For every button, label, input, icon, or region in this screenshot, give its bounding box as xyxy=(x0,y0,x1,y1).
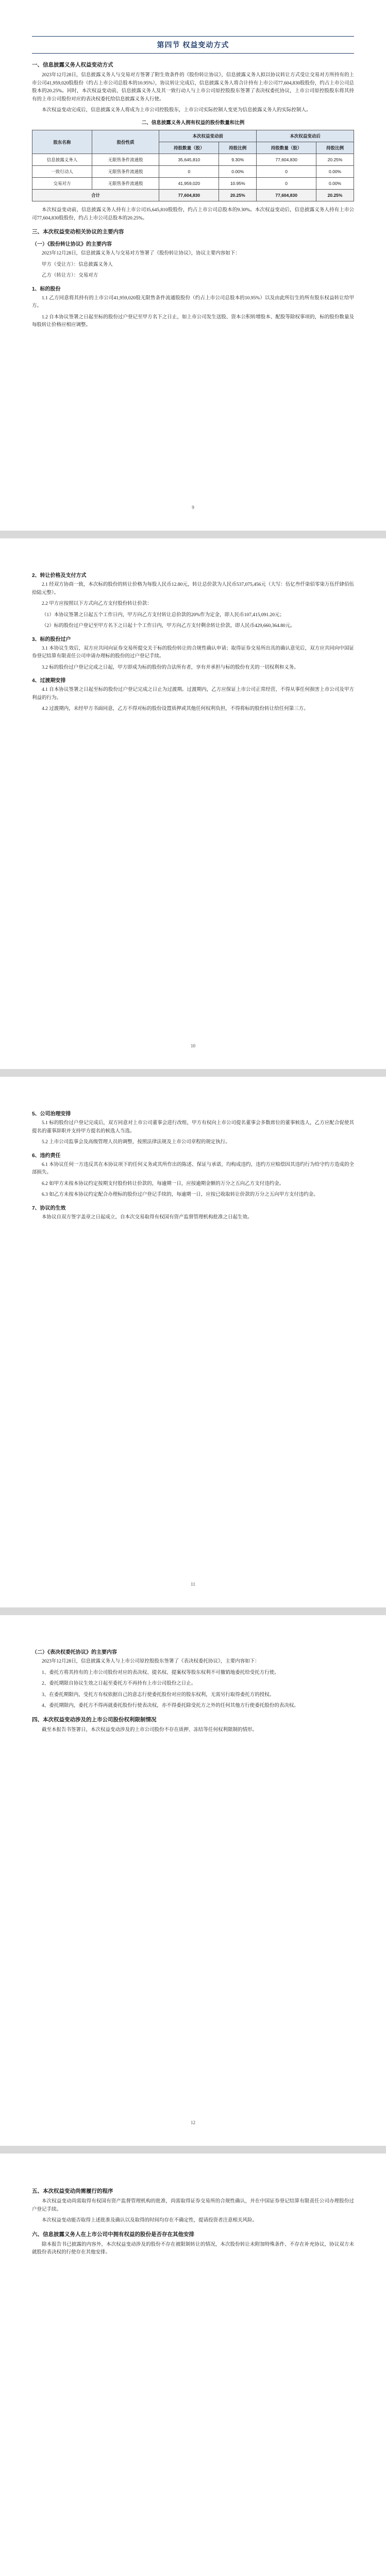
subsection-heading: 5、公司治理安排 xyxy=(32,1111,71,1117)
report-page-3 xyxy=(0,1077,386,1607)
section-heading: 六、信息披露义务人在上市公司中拥有权益的股份是否存在其他安排 xyxy=(32,2231,194,2238)
table-cell: 无限售条件流通股 xyxy=(92,166,159,178)
table-header-row xyxy=(32,130,354,142)
section-heading: 五、本次权益变动尚需履行的程序 xyxy=(32,2188,113,2194)
paragraph: 6.2 如甲方未按本协议约定按期支付股份转让价款的，每逾期一日，应按逾期金额的万分之五向乙方支付违约金。 xyxy=(42,1181,284,1187)
table-cell: 0.00% xyxy=(316,178,354,190)
table-header-cell: 持股数量（股） xyxy=(159,142,219,154)
paragraph: 4.1 自本协议签署之日起至标的股份过户登记完成之日止为过渡期。过渡期内，乙方应保证上市公司正常经营，不得从事任何损害上市公司及甲方利益的行为。 xyxy=(32,687,354,701)
table-cell: 0 xyxy=(257,166,316,178)
table-header-cell: 本次权益变动后 xyxy=(257,130,354,142)
table-header-cell: 持股数量（股） xyxy=(257,142,316,154)
report-page-1 xyxy=(0,0,386,531)
report-page-2 xyxy=(0,538,386,1069)
paragraph: 3.2 标的股份过户登记完成之日起，甲方即成为标的股份的合法所有者，享有并承担与标的股份有关的一切权利和义务。 xyxy=(42,665,299,670)
subsection-heading: （一）《股份转让协议》的主要内容 xyxy=(32,242,112,247)
paragraph: 2、委托期限自协议生效之日起至委托方不再持有上市公司股份之日止。 xyxy=(42,1681,196,1686)
page-separator xyxy=(0,1607,386,1615)
table-header-cell: 股份性质 xyxy=(92,130,159,154)
table-row xyxy=(32,178,354,190)
paragraph: 4、委托期限内，委托方不得再就委托股份行使表决权，亦不得委托除受托方之外的任何其他方行使委托股份的表决权。 xyxy=(42,1703,299,1708)
table-cell: 信息披露义务人 xyxy=(32,154,92,166)
paragraph: 本次权益变动完成后，信息披露义务人将成为上市公司控股股东，上市公司实际控制人变更为信息披露义务人的实际控制人。 xyxy=(42,108,311,113)
paragraph: 乙方（转让方）：交易对方 xyxy=(42,273,98,278)
table-cell: 41,959,020 xyxy=(159,178,219,190)
paragraph: 甲方（受让方）：信息披露义务人 xyxy=(42,262,113,267)
table-cell: 9.30% xyxy=(219,154,257,166)
table-cell: 无限售条件流通股 xyxy=(92,154,159,166)
table-cell: 0.00% xyxy=(316,166,354,178)
report-page-4 xyxy=(0,1615,386,2146)
subsection-heading: 3、标的股份过户 xyxy=(32,636,71,642)
table-header-cell: 本次权益变动前 xyxy=(159,130,257,142)
table-cell: 20.25% xyxy=(316,154,354,166)
section-heading: 四、本次权益变动涉及的上市公司股份权利限制情况 xyxy=(32,1716,157,1723)
paragraph: 3、在委托期限内，受托方有权依据自己的意志行使委托股份对应的股东权利，无需另行取得委托方的授权。 xyxy=(42,1692,275,1698)
table-cell: 0 xyxy=(159,166,219,178)
report-page-5 xyxy=(0,2154,386,2576)
table-caption: 二、信息披露义务人拥有权益的股份数量和比例 xyxy=(141,120,245,126)
paragraph: （1）本协议签署之日起五个工作日内，甲方向乙方支付转让总价款的20%作为定金，即人民币107,415,091.20元； xyxy=(42,612,285,618)
paragraph: 5.2 上市公司监事会及高级管理人员的调整，按照法律法规及上市公司章程的规定执行。 xyxy=(42,1140,230,1145)
section-heading: 三、本次权益变动相关协议的主要内容 xyxy=(32,229,124,235)
page-number: 10 xyxy=(191,1043,195,1048)
table-total-row xyxy=(32,190,354,201)
chapter-header xyxy=(32,36,354,54)
table-cell: 合计 xyxy=(32,190,159,201)
table-cell: 77,604,830 xyxy=(257,190,316,201)
paragraph: 2023年12月28日，信息披露义务人与交易对方签署了《股份转让协议》，协议主要内容如下： xyxy=(42,251,240,256)
paragraph: 除本报告书已披露的内容外，本次权益变动涉及的股份不存在被限制转让的情况，本次股份转让未附加特殊条件、不存在补充协议，协议双方未就股份表决权的行使存在其他安排。 xyxy=(32,2242,354,2255)
subsection-heading: 7、协议的生效 xyxy=(32,1205,66,1211)
paragraph: 5.1 标的股份过户登记完成后，双方同意对上市公司董事会进行改组，甲方有权向上市公司提名董事会多数席位的董事候选人，乙方应配合促使其提名的董事辞职并支持甲方提名的候选人当选。 xyxy=(32,1121,354,1134)
paragraph: 4.2 过渡期内，未经甲方书面同意，乙方不得对标的股份设置质押或其他任何权利负担，不得将标的股份转让给任何第三方。 xyxy=(42,706,309,711)
page-number: 11 xyxy=(191,1582,195,1587)
paragraph: 6.1 本协议任何一方违反其在本协议项下的任何义务或其所作出的陈述、保证与承诺，均构成违约，违约方应赔偿因其违约行为给守约方造成的全部损失。 xyxy=(32,1162,354,1175)
table-cell: 77,604,830 xyxy=(257,154,316,166)
table-header-cell: 持股比例 xyxy=(219,142,257,154)
paragraph: （2）标的股份过户登记至甲方名下之日起十个工作日内，甲方向乙方支付剩余转让价款，即人民币429,660,364.80元。 xyxy=(42,623,295,629)
table-cell: 10.95% xyxy=(219,178,257,190)
paragraph: 2.2 甲方应按照以下方式向乙方支付股份转让价款： xyxy=(42,601,152,606)
paragraph: 2023年12月28日，信息披露义务人与交易对方签署了附生效条件的《股份转让协议》，信息披露义务人拟以协议转让方式受让交易对方所持有的上市公司41,959,020股股份（约占上市公司总股本的10.95%），协议转让完成后，信息披露义务人将合计持有上市公司77,604,830股股份，约占上市公司总股本的20.25%。同时，本次权益变动前，信息披露义务人及其一致行动人与上市公司原控股股东签署了表决权委托协议，上市公司原控股股东将其持有的上市公司股份对应的表决权委托给信息披露义务人行使。 xyxy=(32,73,354,102)
shareholding-table xyxy=(32,130,354,201)
page-number: 9 xyxy=(192,505,194,510)
paragraph: 本次权益变动前，信息披露义务人持有上市公司35,645,810股股份，约占上市公司总股本的9.30%。本次权益变动后，信息披露义务人持有上市公司77,604,830股股份，约占上市公司总股本的20.25%。 xyxy=(32,208,354,221)
paragraph: 本协议自双方签字盖章之日起成立，自本次交易取得有权国有资产监督管理机构批准之日起生效。 xyxy=(42,1214,253,1220)
table-cell: 35,645,810 xyxy=(159,154,219,166)
table-cell: 20.25% xyxy=(316,190,354,201)
chapter-title: 第四节 权益变动方式 xyxy=(157,41,229,49)
paragraph: 1、委托方将其持有的上市公司股份对应的表决权、提名权、提案权等股东权利不可撤销地委托给受托方行使。 xyxy=(42,1670,279,1675)
subsection-heading: （二）《表决权委托协议》的主要内容 xyxy=(32,1650,117,1655)
table-cell: 20.25% xyxy=(219,190,257,201)
paragraph: 1.2 自本协议签署之日起至标的股份过户登记至甲方名下之日止，如上市公司发生送股、资本公积转增股本、配股等除权事项的，标的股份数量及每股转让价格应相应调整。 xyxy=(32,314,354,328)
table-cell: 0 xyxy=(257,178,316,190)
table-cell: 无限售条件流通股 xyxy=(92,178,159,190)
table-cell: 0.00% xyxy=(219,166,257,178)
paragraph: 本次权益变动尚需取得有权国有资产监督管理机构的批准，尚需取得证券交易所的合规性确认，并在中国证券登记结算有限责任公司办理股份过户登记手续。 xyxy=(32,2199,354,2212)
page-separator xyxy=(0,1069,386,1077)
table-cell: 交易对方 xyxy=(32,178,92,190)
paragraph: 2.1 经双方协商一致，本次标的股份的转让价格为每股人民币12.80元，转让总价款为人民币537,075,456元（大写：伍亿叁仟柒佰零柒万伍仟肆佰伍拾陆元整）。 xyxy=(32,582,354,596)
paragraph: 2023年12月28日，信息披露义务人与上市公司原控股股东签署了《表决权委托协议》，主要内容如下： xyxy=(42,1659,260,1664)
section-heading: 一、信息披露义务人权益变动方式 xyxy=(32,62,113,68)
page-separator xyxy=(0,531,386,538)
subsection-heading: 2、转让价格及支付方式 xyxy=(32,573,87,579)
table-cell: 77,604,830 xyxy=(159,190,219,201)
paragraph: 本次权益变动能否取得上述批准及确认以及取得的时间均存在不确定性，提请投资者注意相关风险。 xyxy=(42,2218,258,2223)
table-cell: 一致行动人 xyxy=(32,166,92,178)
table-row xyxy=(32,154,354,166)
page-number: 12 xyxy=(191,2120,195,2125)
table-row xyxy=(32,166,354,178)
page-separator xyxy=(0,2146,386,2154)
subsection-heading: 6、违约责任 xyxy=(32,1153,61,1159)
table-header-cell: 持股比例 xyxy=(316,142,354,154)
paragraph: 6.3 如乙方未按本协议约定配合办理标的股份过户登记手续的，每逾期一日，应按已收取转让价款的万分之五向甲方支付违约金。 xyxy=(42,1192,318,1197)
paragraph: 截至本报告书签署日，本次权益变动涉及的上市公司股份不存在质押、冻结等任何权利限制的情形。 xyxy=(42,1727,258,1733)
paragraph: 1.1 乙方同意将其持有的上市公司41,959,020股无限售条件流通股股份（约占上市公司总股本的10.95%）以及由此所衍生的所有股东权益转让给甲方。 xyxy=(32,295,354,309)
paragraph: 3.1 本协议生效后，双方应共同向证券交易所提交关于标的股份转让的合规性确认申请；取得证券交易所出具的确认意见后，双方应共同向中国证券登记结算有限责任公司申请办理标的股份的过户登记手续。 xyxy=(32,646,354,659)
subsection-heading: 1、标的股份 xyxy=(32,286,61,292)
table-header-cell: 股东名称 xyxy=(32,130,92,154)
subsection-heading: 4、过渡期安排 xyxy=(32,678,66,684)
